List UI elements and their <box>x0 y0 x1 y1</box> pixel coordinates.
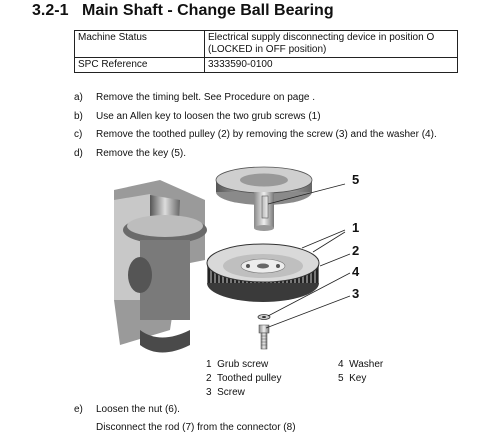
table-value-cell: Electrical supply disconnecting device in position O (LOCKED in OFF position) <box>205 31 458 58</box>
shaft-flange-and-key <box>216 167 312 231</box>
legend-item <box>338 359 383 371</box>
callout-1: 1 <box>352 220 360 235</box>
section-title: Main Shaft - Change Ball Bearing <box>82 2 334 19</box>
legend-text: Toothed pulley <box>216 373 282 384</box>
toothed-pulley <box>207 244 319 302</box>
callout-5: 5 <box>352 172 360 187</box>
legend-text: Key <box>349 373 367 384</box>
legend-number: 5 <box>338 373 344 384</box>
continued-steps <box>74 404 494 440</box>
legend-number: 3 <box>206 387 212 398</box>
legend-item <box>206 387 245 399</box>
step-text: Remove the timing belt. See Procedure on page . <box>96 92 316 103</box>
table-value-cell: 3333590-0100 <box>205 58 458 73</box>
step-label: a) <box>74 92 83 103</box>
step-label: c) <box>74 129 83 140</box>
table-key-cell: Machine Status <box>75 31 205 58</box>
step-text: Use an Allen key to loosen the two grub screws (1) <box>96 110 321 122</box>
legend-item <box>206 373 281 385</box>
machine-housing <box>114 180 207 353</box>
step-item <box>74 404 494 422</box>
step-text: Remove the key (5). <box>96 147 187 159</box>
step-item <box>74 422 494 440</box>
step-text: Remove the toothed pulley (2) by removing the screw (3) and the washer (4). <box>96 129 437 140</box>
step-text: Loosen the nut (6). <box>96 404 180 415</box>
legend-item <box>206 359 268 371</box>
legend-text: Grub screw <box>217 359 269 370</box>
legend-number: 2 <box>206 373 212 384</box>
table-key-cell: SPC Reference <box>75 58 205 73</box>
callout-3: 3 <box>352 286 360 301</box>
step-label: d) <box>74 147 83 159</box>
legend-number: 1 <box>206 359 212 370</box>
callout-2: 2 <box>352 243 360 258</box>
callout-4: 4 <box>352 264 360 279</box>
legend-number: 4 <box>338 359 344 370</box>
step-label: e) <box>74 404 83 415</box>
legend-item <box>338 373 366 385</box>
legend-text: Washer <box>349 359 384 370</box>
step-text: Disconnect the rod (7) from the connector (8) <box>96 422 296 433</box>
step-label: b) <box>74 110 83 122</box>
washer-and-screw <box>258 315 270 350</box>
legend-text: Screw <box>217 387 245 398</box>
section-number: 3.2-1 <box>32 2 69 19</box>
